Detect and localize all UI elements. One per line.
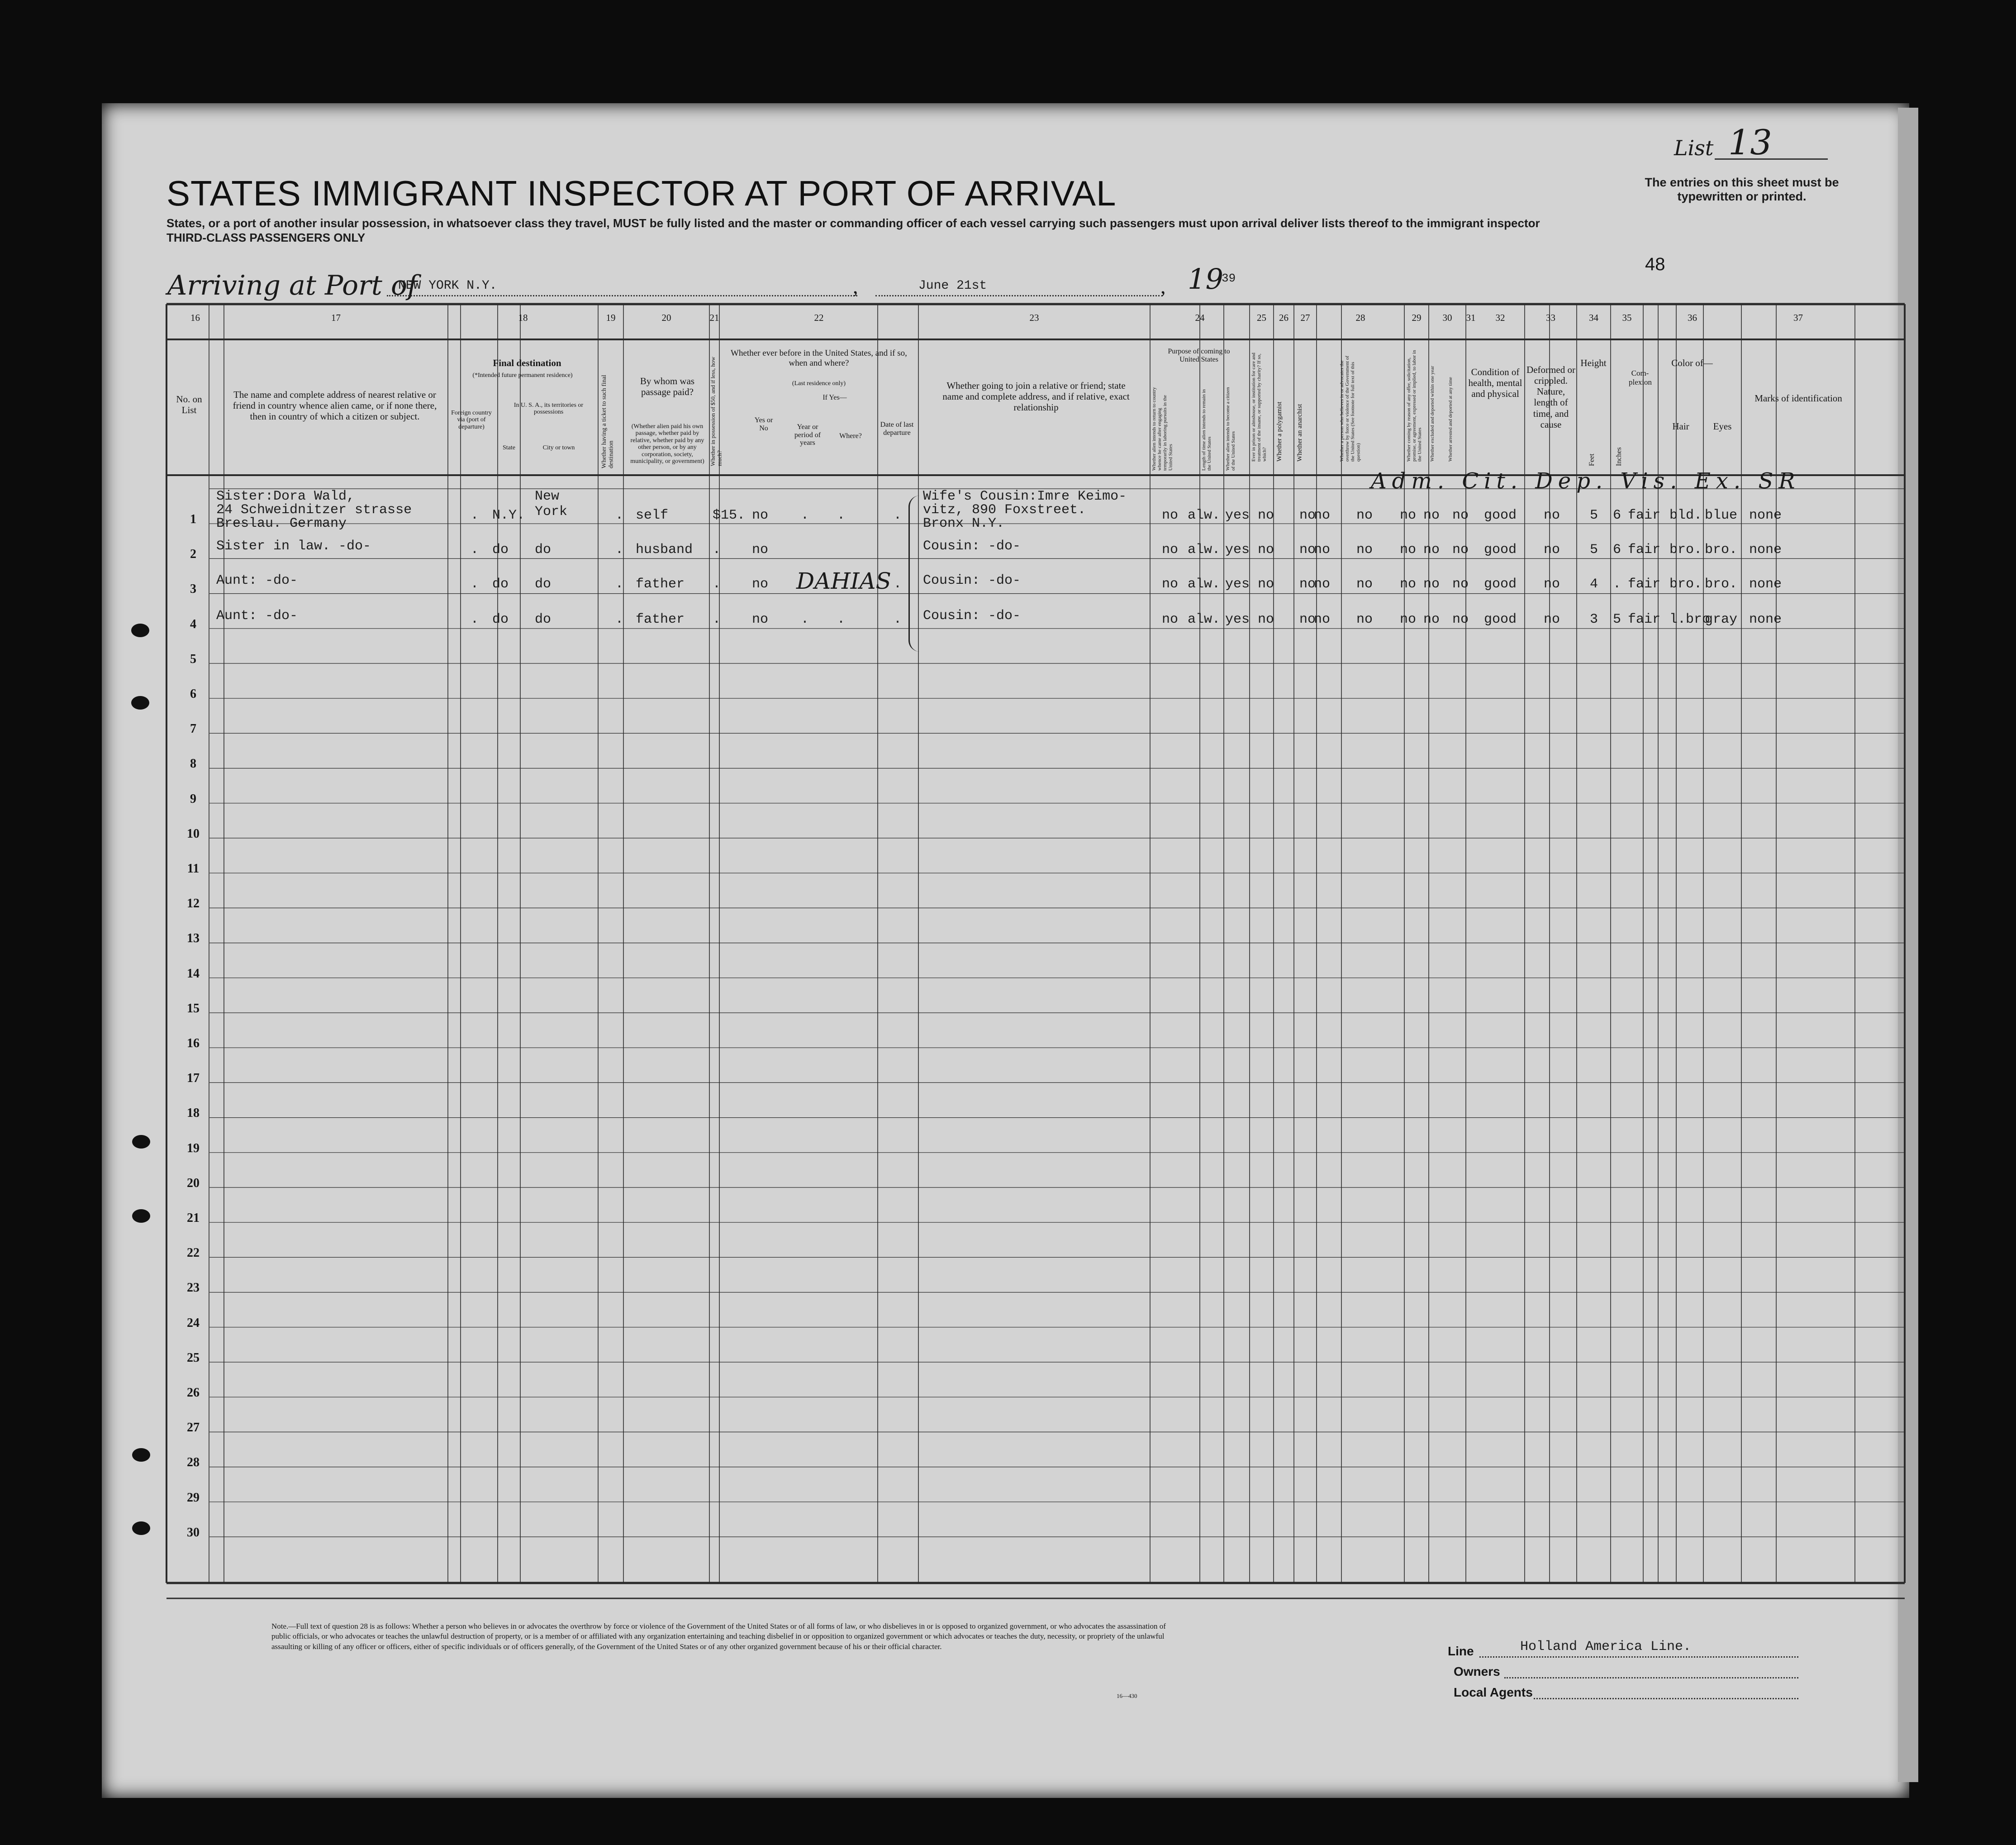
relative-address: Breslau. Germany [216,516,347,531]
ever-before: no [752,612,769,627]
subcol-usa: In U. S. A., its territories or possessions [514,402,584,416]
arrested: no [1452,542,1469,558]
where: . [837,508,846,523]
subcol-yes-no: Yes or No [754,416,773,432]
money-amount: . [713,542,721,558]
date-comma: , [1160,275,1166,298]
subcol-feet: Feet [1588,453,1596,466]
anarchist: no [1314,508,1331,523]
column-note-final-destination: (*Intended future permanent residence) [472,372,573,379]
polygamist: no [1299,612,1316,627]
ticket: . [615,542,624,558]
row-number: 16 [187,1036,200,1050]
join-relative: Wife's Cousin:Imre Keimo- [923,489,1127,504]
anarchist: no [1314,542,1331,558]
column-number: 36 [1688,312,1697,323]
overthrow: no [1356,577,1373,592]
binder-hole [132,1448,150,1462]
arrested: no [1452,612,1469,627]
subcol-return: Whether alien intends to return to country whence he came after engaging temporarily in laboring pursuits in the United States [1151,387,1174,471]
labor-offer: no [1400,612,1417,627]
subcol-if-yes: If Yes— [823,394,847,401]
column-label-relative-address: The name and complete address of nearest relative or friend in country whence alien came, or if none there, then in country of which a citizen or subject. [233,389,437,422]
foreign-country: . [471,612,479,627]
eye-color: bro. [1705,542,1738,558]
column-label-join-relative: Whether going to join a relative or friend; state name and complete address, and if relative, exact relationship [942,380,1130,413]
column-label-color: Color of— [1671,358,1713,368]
column-number: 29 [1412,312,1422,323]
row-number: 8 [190,757,196,771]
row-number: 11 [187,862,200,876]
row-number: 7 [190,722,196,736]
row-number: 22 [187,1246,200,1260]
year-prefix: 19 [1188,262,1223,296]
relative-address: Aunt: -do- [216,608,298,624]
form-number: 16—430 [1117,1692,1137,1699]
height-inches: . [1613,577,1621,592]
sheet-edge [1898,108,1918,1782]
intends-citizen: yes [1225,508,1250,523]
prison: no [1258,577,1274,592]
anarchist: no [1314,612,1331,627]
column-number: 37 [1793,312,1803,323]
bracket-mark [908,496,920,652]
column-label-anarchist: Whether an anarchist [1296,404,1303,462]
column-label-purpose: Purpose of coming to United States [1168,348,1230,363]
height-feet: 5 [1590,508,1598,523]
passage-paid-by: father [636,612,685,627]
row-number: 18 [187,1106,200,1120]
row-number: 26 [187,1386,200,1400]
column-label-passage-paid: By whom was passage paid? [640,376,695,398]
port-comma: , [853,275,858,298]
last-departure: . [894,612,902,627]
column-number: 24 [1195,312,1205,323]
subcol-length: Length of time alien intends to remain in the United States [1201,389,1212,471]
height-inches: 6 [1613,508,1621,523]
identification-marks: none [1749,577,1782,592]
column-number: 31 [1466,312,1476,323]
row-number: 6 [190,687,196,701]
ever-before: no [752,508,769,523]
deformed: no [1544,577,1560,592]
column-number: 18 [518,312,528,323]
agents-dotted [1534,1698,1798,1699]
intends-return: no [1162,577,1179,592]
column-label-ticket: Whether having a ticket to such final destination [601,375,615,468]
height-feet: 3 [1590,612,1598,627]
owners-dotted [1504,1677,1798,1678]
row-number: 30 [187,1525,200,1540]
row-number: 24 [187,1316,200,1330]
row-number: 10 [187,826,200,841]
list-underline [1715,158,1828,160]
arrival-date: June 21st [918,279,987,293]
join-relative: vitz, 890 Foxstreet. [923,502,1086,518]
intends-return: no [1162,612,1179,627]
ticket: . [615,508,624,523]
row-number: 5 [190,652,196,666]
column-label-prison: Ever in prison or almshouse, or institution for care and treatment of the insane, or supported by charity? If so, which? [1251,353,1268,462]
overthrow: no [1356,542,1373,558]
intends-return: no [1162,542,1179,558]
anarchist: no [1314,577,1331,592]
ticket: . [615,612,624,627]
owners-label: Owners [1454,1664,1500,1678]
column-number: 25 [1257,312,1266,323]
passage-paid-by: self [636,508,669,523]
intends-citizen: yes [1225,612,1250,627]
binder-hole [132,1521,150,1535]
line-value: Holland America Line. [1520,1639,1692,1654]
column-note-passage-paid: (Whether alien paid his own passage, whether paid by relative, whether paid by any other person, or by any corporation, society, municipality, or government) [630,423,704,465]
foreign-country: . [471,577,479,592]
typewritten-note: The entries on this sheet must be typewritten or printed. [1645,176,1839,203]
ticket: . [615,577,624,592]
length-of-stay: alw. [1188,542,1221,558]
column-number: 27 [1300,312,1310,323]
deformed: no [1544,508,1560,523]
subcol-where: Where? [839,432,862,440]
row-number: 9 [190,791,196,806]
year-period: . [801,508,809,523]
column-number: 34 [1589,312,1598,323]
year-period: . [801,612,809,627]
row-number: 14 [187,966,200,981]
complexion: fair [1628,577,1661,592]
subcol-citizen: Whether alien intends to become a citizen of the United States [1225,387,1236,471]
prison: no [1258,542,1274,558]
column-label-arrested: Whether arrested and deported at any time [1448,377,1453,462]
destination-city: New [535,489,560,504]
money-amount: . [713,612,721,627]
height-feet: 4 [1590,577,1598,592]
prison: no [1258,612,1274,627]
hair-color: bld. [1669,508,1702,523]
destination-state: do [492,542,509,558]
height-inches: 6 [1613,542,1621,558]
length-of-stay: alw. [1188,612,1221,627]
excluded: no [1423,542,1440,558]
year-suffix: 39 [1222,272,1236,285]
identification-marks: none [1749,542,1782,558]
form-subtitle: States, or a port of another insular possession, in whatsoever class they travel, MUST be fully listed and the master or commanding officer of each vessel carrying such passengers must upon arrival deliver lists thereof to the immigrant inspector [166,216,1540,230]
subcol-eyes: Eyes [1713,421,1732,432]
destination-state: do [492,577,509,592]
subcol-city: City or town [542,444,575,451]
row-number: 4 [190,617,196,631]
list-number: 13 [1728,122,1772,162]
passage-paid-by: father [636,577,685,592]
row-number: 13 [187,931,200,946]
row-number: 2 [190,547,196,562]
destination-state: do [492,612,509,627]
column-number: 35 [1622,312,1632,323]
ever-before: no [752,577,769,592]
destination-city: do [535,542,552,558]
row-number: 15 [187,1001,200,1015]
handwritten-annotation: Adm. Cit. Dep. Vis. Ex. SR [1371,468,1801,494]
hias-stamp: DAHIAS [796,568,891,594]
money-amount: . [713,577,721,592]
health: good [1484,508,1517,523]
column-label-no-on-list: No. on List [176,394,202,416]
column-number: 33 [1546,312,1555,323]
last-departure: . [894,577,902,592]
column-label-labor-offer: Whether coming by reason of any offer, solicitation, promise, or agreement, expressed or implied, to labor in the United States [1406,350,1423,462]
row-number: 19 [187,1141,200,1155]
column-label-excluded: Whether excluded and deported within one year [1430,366,1435,462]
excluded: no [1423,508,1440,523]
arrested: no [1452,508,1469,523]
row-number: 23 [187,1281,200,1295]
prison: no [1258,508,1274,523]
labor-offer: no [1400,542,1417,558]
column-number: 17 [331,312,341,323]
intends-citizen: yes [1225,542,1250,558]
last-departure: . [894,508,902,523]
port-line [387,295,857,296]
column-note-before-in-us: (Last residence only) [792,380,846,387]
complexion: fair [1628,508,1661,523]
overthrow: no [1356,508,1373,523]
passage-paid-by: husband [636,542,693,558]
foreign-country: . [471,542,479,558]
deformed: no [1544,542,1560,558]
join-relative: Cousin: -do- [923,573,1021,588]
labor-offer: no [1400,577,1417,592]
row-number: 3 [190,582,196,596]
foreign-country: . [471,508,479,523]
complexion: fair [1628,542,1661,558]
form-title: STATES IMMIGRANT INSPECTOR AT PORT OF ARRIVAL [166,173,1117,213]
line-label: Line [1448,1644,1474,1658]
eye-color: bro. [1705,577,1738,592]
sheet-number: 48 [1645,254,1665,274]
health: good [1484,542,1517,558]
row-number: 17 [187,1071,200,1086]
polygamist: no [1299,542,1316,558]
money-amount: $15. [713,508,746,523]
arriving-label: Arriving at Port of [167,270,418,301]
column-number: 22 [814,312,824,323]
column-number: 16 [190,312,200,323]
row-number: 29 [187,1490,200,1505]
manifest-sheet [102,103,1909,1798]
identification-marks: none [1749,612,1782,627]
where: . [837,612,846,627]
column-label-overthrow: Whether a person who believes in or advocates the overthrow by force or violence of the Government of the United States (See footnote for full text of this question) [1339,356,1361,462]
subcol-date-departure: Date of last departure [880,421,914,437]
subcol-inches: Inches [1615,447,1623,466]
binder-hole [131,624,149,637]
excluded: no [1423,577,1440,592]
subcol-state: State [503,444,515,451]
row-number: 12 [187,896,200,911]
hair-color: l.bro [1669,612,1711,627]
column-label-marks: Marks of identification [1754,393,1842,404]
line-dotted [1479,1656,1798,1658]
port-value: NEW YORK N.Y. [398,279,497,293]
column-number: 23 [1029,312,1039,323]
overthrow: no [1356,612,1373,627]
column-number: 30 [1442,312,1452,323]
excluded: no [1423,612,1440,627]
column-label-complexion: Com-plexion [1629,369,1652,386]
health: good [1484,612,1517,627]
class-line: THIRD-CLASS PASSENGERS ONLY [166,231,366,244]
list-label: List [1674,136,1714,160]
row-number: 28 [187,1455,200,1470]
column-label-polygamist: Whether a polygamist [1276,401,1283,462]
column-number: 28 [1355,312,1365,323]
column-label-final-destination: Final destination [493,358,561,368]
hair-color: bro. [1669,542,1702,558]
destination-city: do [535,612,552,627]
subcol-foreign-country: Foreign country via (port of departure) [451,410,492,430]
agents-label: Local Agents [1454,1685,1533,1699]
labor-offer: no [1400,508,1417,523]
row-number: 1 [190,512,196,526]
row-number: 20 [187,1176,200,1190]
binder-hole [132,1209,150,1223]
row-number: 25 [187,1350,200,1365]
length-of-stay: alw. [1188,577,1221,592]
deformed: no [1544,612,1560,627]
subcol-year: Year or period of years [794,423,821,447]
destination-state: N.Y. [492,508,525,523]
length-of-stay: alw. [1188,508,1221,523]
polygamist: no [1299,508,1316,523]
intends-citizen: yes [1225,577,1250,592]
row-number: 27 [187,1421,200,1435]
column-number: 19 [606,312,616,323]
ever-before: no [752,542,769,558]
subcol-hair: Hair [1672,421,1689,432]
column-number: 26 [1279,312,1289,323]
column-number: 32 [1495,312,1505,323]
column-label-money: Whether in possession of $50, and if less, how much? [709,357,723,466]
arrested: no [1452,577,1469,592]
join-relative: Bronx N.Y. [923,516,1005,531]
binder-hole [131,696,149,710]
identification-marks: none [1749,508,1782,523]
date-line [875,295,1163,296]
column-label-before-in-us: Whether ever before in the United States, and if so, when and where? [731,348,907,368]
column-number: 21 [709,312,719,323]
hair-color: bro. [1669,577,1702,592]
join-relative: Cousin: -do- [923,539,1021,554]
column-number: 20 [661,312,671,323]
destination-city: York [535,504,568,520]
relative-address: Sister in law. -do- [216,539,371,554]
join-relative: Cousin: -do- [923,608,1021,624]
relative-address: Sister:Dora Wald, [216,489,355,504]
column-label-height: Height [1580,358,1607,368]
binder-hole [132,1135,150,1149]
intends-return: no [1162,508,1179,523]
eye-color: gray [1705,612,1738,627]
destination-city: do [535,577,552,592]
column-label-deformed: Deformed or crippled. Nature, length of time, and cause [1526,364,1575,430]
height-feet: 5 [1590,542,1598,558]
column-label-health: Condition of health, mental and physical [1468,367,1522,400]
relative-address: 24 Schweidnitzer strasse [216,502,412,518]
health: good [1484,577,1517,592]
eye-color: blue [1705,508,1738,523]
polygamist: no [1299,577,1316,592]
complexion: fair [1628,612,1661,627]
row-number: 21 [187,1211,200,1225]
footnote-question-28: Note.—Full text of question 28 is as follows: Whether a person who believes in or advocates the overthrow by force or violence of the Government of the United States or of all forms of law, or who disbelieves in or is opposed to organized government, or who advocates the assassination of public officials, or who advocates or teaches the unlawful destruction of property, or is a member of or affiliated with any organization entertaining and teaching disbelief in or opposition to organized government or which advocates or teaches the duty, necessity, or propriety of the unlawful assaulting or killing of any officer or officers, either of specific individuals or of officers generally, of the Government of the United States or of any other organized government because of his or their official character. [271,1622,1166,1651]
height-inches: 5 [1613,612,1621,627]
relative-address: Aunt: -do- [216,573,298,588]
